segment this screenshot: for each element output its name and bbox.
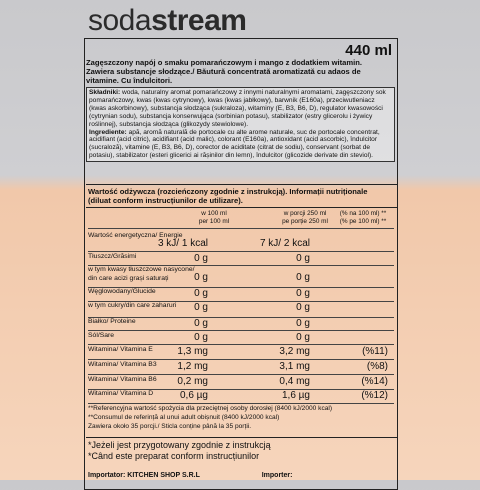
column-header-percent-pl: (% na 100 ml) ** bbox=[339, 210, 387, 217]
table-row bbox=[88, 266, 394, 286]
table-row bbox=[88, 346, 394, 358]
row-separator bbox=[88, 403, 394, 404]
nutrition-title: Wartość odżywcza (rozcieńczony zgodnie z instrukcją). Informații nutriționale (diluat conform instrucțiunilor de utilizare). bbox=[88, 187, 368, 205]
row-value-v2: 7 kJ/ 2 kcal bbox=[259, 238, 310, 249]
importer-left: Importator: KITCHEN SHOP S.R.L bbox=[88, 472, 200, 479]
row-value-v1: 0,6 µg bbox=[179, 390, 208, 401]
row-label: Witamina/ Vitamina B6 bbox=[88, 376, 157, 383]
table-row bbox=[88, 390, 394, 402]
table-row bbox=[88, 318, 394, 329]
volume: 440 ml bbox=[345, 42, 392, 59]
ingredients-box bbox=[86, 87, 395, 162]
footnote-pl: **Referencyjna wartość spożycia dla przeciętnej osoby dorosłej (8400 kJ/2000 kcal) bbox=[88, 405, 333, 412]
table-row bbox=[88, 253, 394, 264]
row-value-v2: 3,2 mg bbox=[279, 346, 310, 357]
ingredients-pl-label: Składniki: bbox=[89, 89, 121, 96]
row-value-v1: 1,2 mg bbox=[177, 361, 208, 372]
row-value-v1: 0 g bbox=[194, 288, 208, 299]
row-value-v2: 0,4 mg bbox=[279, 376, 310, 387]
table-row bbox=[88, 332, 394, 343]
row-value-v2: 3,1 mg bbox=[279, 361, 310, 372]
row-separator bbox=[88, 359, 394, 360]
divider bbox=[86, 184, 397, 185]
ingredients-ro-text: apă, aromă naturală de portocale cu alte arome naturale, suc de portocale concentrat, acidifiant (acid citric), acidifiant (acid malic), colorant (E160a), antioxidant (acid ascorbic), îndulcitor (sucraloză), vitamine (E, B3, B6, D), corector de aciditate (citrat de sodiu), conservant (sorbat de potasiu), stabilizator (esteri glicerici ai rășinilor din lemn), îndulcitor (glicozide derivate din steviol). bbox=[89, 128, 380, 160]
product-description: Zagęszczony napój o smaku pomarańczowym i mango z dodatkiem witamin. Zawiera substancje słodzące./ Băutură concentrată aromatizată cu adaos de vitamine. Cu îndulcitori. bbox=[86, 58, 362, 85]
row-value-v2: 0 g bbox=[296, 253, 310, 264]
row-value-v1: 0 g bbox=[194, 318, 208, 329]
row-label: Witamina/ Vitamina D bbox=[88, 390, 154, 397]
column-header-percent bbox=[330, 210, 396, 226]
row-value-v1: 0 g bbox=[194, 272, 208, 283]
brand-prefix: soda bbox=[88, 4, 152, 37]
row-value-v1: 0,2 mg bbox=[177, 376, 208, 387]
row-value-v2: 0 g bbox=[296, 288, 310, 299]
row-separator bbox=[88, 330, 394, 331]
ingredients-ro-label: Ingrediente: bbox=[89, 128, 127, 136]
row-value-v1: 3 kJ/ 1 kcal bbox=[157, 238, 208, 249]
importer-line bbox=[88, 472, 292, 479]
row-value-v2: 0 g bbox=[296, 302, 310, 313]
brand-suffix: stream bbox=[151, 4, 247, 37]
row-value-v2: 0 g bbox=[296, 332, 310, 343]
row-value-v1: 0 g bbox=[194, 253, 208, 264]
row-label: w tym kwasy tłuszczowe nasycone/ din care acizi grași saturați bbox=[88, 266, 195, 282]
column-header-100ml-ro: per 100 ml bbox=[198, 218, 230, 225]
table-row bbox=[88, 361, 394, 373]
row-value-v1: 1,3 mg bbox=[177, 346, 208, 357]
row-label: w tym cukry/din care zaharuri bbox=[88, 302, 177, 309]
row-separator bbox=[88, 344, 394, 345]
column-header-portion-pl: w porcji 250 ml bbox=[283, 210, 327, 217]
column-header-portion-ro: pe porție 250 ml bbox=[282, 218, 328, 225]
row-value-v2: 0 g bbox=[296, 318, 310, 329]
row-label: Witamina/ Vitamina E bbox=[88, 346, 153, 353]
table-row bbox=[88, 288, 394, 300]
preparation-notes bbox=[88, 440, 271, 462]
row-label: Węglowodany/Glucide bbox=[88, 288, 156, 295]
column-header-100ml-pl: w 100 ml bbox=[201, 210, 227, 217]
row-label: Białko/ Proteine bbox=[88, 318, 136, 325]
row-value-v2: 1,6 µg bbox=[281, 390, 310, 401]
preparation-note-ro: *Când este preparat conform instrucțiunilor bbox=[88, 451, 260, 461]
column-header-percent-ro: (% pe 100 ml) ** bbox=[339, 218, 387, 225]
row-value-v1: 0 g bbox=[194, 302, 208, 313]
importer-right: Importer: bbox=[261, 472, 293, 479]
table-row bbox=[88, 376, 394, 388]
brand-logo bbox=[88, 4, 246, 38]
row-label: Sól/Sare bbox=[88, 332, 115, 339]
table-row bbox=[88, 232, 394, 250]
row-value-v3: (%8) bbox=[366, 361, 388, 372]
table-row bbox=[88, 302, 394, 316]
row-value-v3: (%14) bbox=[361, 376, 388, 387]
servings-note: Zawiera około 35 porcji./ Sticla conține până la 35 porții. bbox=[88, 423, 252, 430]
row-value-v3: (%11) bbox=[362, 346, 388, 357]
label-header bbox=[86, 42, 398, 85]
row-value-v3: (%12) bbox=[361, 390, 388, 401]
row-value-v1: 0 g bbox=[194, 332, 208, 343]
column-header-100ml bbox=[184, 210, 244, 226]
row-value-v2: 0 g bbox=[296, 272, 310, 283]
row-label: Tłuszcz/Grăsimi bbox=[88, 253, 137, 260]
table-separator bbox=[88, 228, 394, 229]
row-separator bbox=[88, 374, 394, 375]
footnote-ro: **Consumul de referință al unui adult obișnuit (8400 kJ/2000 kcal) bbox=[88, 414, 280, 421]
ingredients-pl-text: woda, naturalny aromat pomarańczowy z innymi naturalnymi aromatami, zagęszczony sok pomarańczowy, kwas (kwas cytrynowy), kwas (kwas jabłkowy), barwnik (E160a), przeciwutleniacz (kwas askorbinowy), substancja słodząca (sukraloza), witaminy (E, B3, B6, D), regulator kwasowości (cytrynian sodu), substancja konserwująca (sorbinian potasu), stabilizator (estry glicerolu i żywicy roślinnej), substancja słodząca (glikozydy stewiolowe). bbox=[89, 89, 386, 128]
row-label: Wartość energetyczna/ Energie bbox=[88, 232, 183, 239]
row-label: Witamina/ Vitamina B3 bbox=[88, 361, 157, 368]
row-separator bbox=[88, 251, 394, 252]
divider bbox=[86, 437, 397, 438]
divider bbox=[86, 207, 397, 208]
preparation-note-pl: *Jeżeli jest przygotowany zgodnie z instrukcją bbox=[88, 440, 271, 450]
